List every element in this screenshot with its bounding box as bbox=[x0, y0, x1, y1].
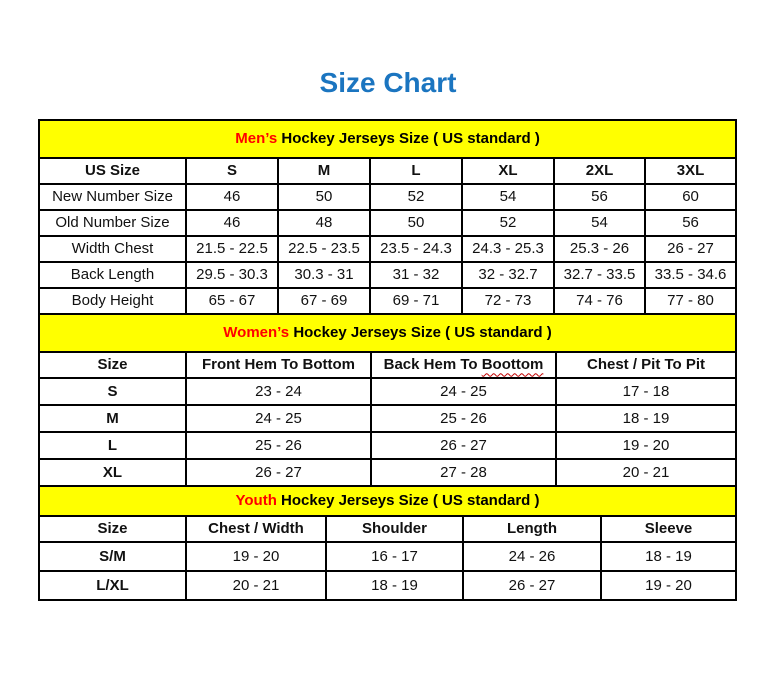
column-header: S bbox=[186, 158, 278, 184]
mens-banner-highlight: Men’s bbox=[235, 130, 278, 148]
womens-banner-row bbox=[39, 314, 736, 352]
row-label: M bbox=[39, 405, 186, 432]
cell-value: 46 bbox=[186, 184, 278, 210]
row-label: Back Length bbox=[39, 262, 186, 288]
column-header: XL bbox=[462, 158, 554, 184]
cell-value: 29.5 - 30.3 bbox=[186, 262, 278, 288]
cell-value: 26 - 27 bbox=[371, 432, 556, 459]
column-header: Chest / Width bbox=[186, 516, 326, 542]
mens-banner-row bbox=[39, 120, 736, 158]
cell-value: 25 - 26 bbox=[186, 432, 371, 459]
column-header: Front Hem To Bottom bbox=[186, 352, 371, 378]
youth-banner-row bbox=[39, 486, 736, 516]
column-header: M bbox=[278, 158, 370, 184]
row-label: S bbox=[39, 378, 186, 405]
column-header: Length bbox=[463, 516, 601, 542]
back-hem-prefix: Back Hem To bbox=[383, 356, 478, 374]
cell-value: 26 - 27 bbox=[186, 459, 371, 486]
row-label: Width Chest bbox=[39, 236, 186, 262]
cell-value: 33.5 - 34.6 bbox=[645, 262, 736, 288]
cell-value: 65 - 67 bbox=[186, 288, 278, 314]
mens-section-banner bbox=[39, 120, 736, 158]
cell-value: 52 bbox=[370, 184, 462, 210]
cell-value: 46 bbox=[186, 210, 278, 236]
cell-value: 32 - 32.7 bbox=[462, 262, 554, 288]
column-header: 3XL bbox=[645, 158, 736, 184]
womens-size-table bbox=[38, 313, 737, 487]
column-header-back-hem bbox=[371, 352, 556, 378]
womens-banner-highlight: Women’s bbox=[223, 324, 290, 342]
table-row bbox=[39, 262, 736, 288]
cell-value: 67 - 69 bbox=[278, 288, 370, 314]
cell-value: 25 - 26 bbox=[371, 405, 556, 432]
row-label: New Number Size bbox=[39, 184, 186, 210]
cell-value: 50 bbox=[278, 184, 370, 210]
cell-value: 20 - 21 bbox=[556, 459, 736, 486]
cell-value: 72 - 73 bbox=[462, 288, 554, 314]
cell-value: 23 - 24 bbox=[186, 378, 371, 405]
youth-banner-text: Hockey Jerseys Size ( US standard ) bbox=[281, 492, 540, 510]
table-row bbox=[39, 236, 736, 262]
table-row bbox=[39, 571, 736, 600]
cell-value: 17 - 18 bbox=[556, 378, 736, 405]
cell-value: 18 - 19 bbox=[601, 542, 736, 571]
cell-value: 74 - 76 bbox=[554, 288, 645, 314]
row-label: L/XL bbox=[39, 571, 186, 600]
youth-size-table bbox=[38, 485, 737, 601]
row-label: XL bbox=[39, 459, 186, 486]
table-row bbox=[39, 542, 736, 571]
cell-value: 60 bbox=[645, 184, 736, 210]
table-row bbox=[39, 459, 736, 486]
size-chart-tables bbox=[38, 119, 735, 601]
cell-value: 24 - 25 bbox=[186, 405, 371, 432]
cell-value: 52 bbox=[462, 210, 554, 236]
column-header: Sleeve bbox=[601, 516, 736, 542]
cell-value: 30.3 - 31 bbox=[278, 262, 370, 288]
cell-value: 54 bbox=[462, 184, 554, 210]
table-row bbox=[39, 288, 736, 314]
cell-value: 56 bbox=[554, 184, 645, 210]
cell-value: 18 - 19 bbox=[556, 405, 736, 432]
cell-value: 19 - 20 bbox=[556, 432, 736, 459]
column-header: Shoulder bbox=[326, 516, 463, 542]
table-row bbox=[39, 184, 736, 210]
table-row bbox=[39, 210, 736, 236]
back-hem-misspelled-word: Boottom bbox=[481, 356, 544, 374]
womens-section-banner bbox=[39, 314, 736, 352]
cell-value: 24.3 - 25.3 bbox=[462, 236, 554, 262]
table-row bbox=[39, 405, 736, 432]
youth-header-row bbox=[39, 516, 736, 542]
cell-value: 25.3 - 26 bbox=[554, 236, 645, 262]
column-header: Size bbox=[39, 352, 186, 378]
cell-value: 69 - 71 bbox=[370, 288, 462, 314]
womens-header-row bbox=[39, 352, 736, 378]
cell-value: 77 - 80 bbox=[645, 288, 736, 314]
column-header: Size bbox=[39, 516, 186, 542]
youth-banner-highlight: Youth bbox=[235, 492, 277, 510]
cell-value: 48 bbox=[278, 210, 370, 236]
cell-value: 19 - 20 bbox=[186, 542, 326, 571]
youth-section-banner bbox=[39, 486, 736, 516]
cell-value: 22.5 - 23.5 bbox=[278, 236, 370, 262]
row-label: Body Height bbox=[39, 288, 186, 314]
cell-value: 54 bbox=[554, 210, 645, 236]
cell-value: 20 - 21 bbox=[186, 571, 326, 600]
column-header: Chest / Pit To Pit bbox=[556, 352, 736, 378]
mens-banner-text: Hockey Jerseys Size ( US standard ) bbox=[281, 130, 540, 148]
cell-value: 23.5 - 24.3 bbox=[370, 236, 462, 262]
womens-banner-text: Hockey Jerseys Size ( US standard ) bbox=[293, 324, 552, 342]
column-header: 2XL bbox=[554, 158, 645, 184]
cell-value: 31 - 32 bbox=[370, 262, 462, 288]
cell-value: 27 - 28 bbox=[371, 459, 556, 486]
page-title: Size Chart bbox=[319, 67, 457, 98]
cell-value: 24 - 25 bbox=[371, 378, 556, 405]
mens-size-table bbox=[38, 119, 737, 315]
cell-value: 24 - 26 bbox=[463, 542, 601, 571]
row-label: Old Number Size bbox=[39, 210, 186, 236]
row-label: L bbox=[39, 432, 186, 459]
mens-header-row bbox=[39, 158, 736, 184]
cell-value: 26 - 27 bbox=[463, 571, 601, 600]
table-row bbox=[39, 432, 736, 459]
cell-value: 16 - 17 bbox=[326, 542, 463, 571]
cell-value: 50 bbox=[370, 210, 462, 236]
column-header: US Size bbox=[39, 158, 186, 184]
cell-value: 19 - 20 bbox=[601, 571, 736, 600]
column-header: L bbox=[370, 158, 462, 184]
table-row bbox=[39, 378, 736, 405]
cell-value: 18 - 19 bbox=[326, 571, 463, 600]
cell-value: 26 - 27 bbox=[645, 236, 736, 262]
cell-value: 56 bbox=[645, 210, 736, 236]
cell-value: 32.7 - 33.5 bbox=[554, 262, 645, 288]
row-label: S/M bbox=[39, 542, 186, 571]
cell-value: 21.5 - 22.5 bbox=[186, 236, 278, 262]
